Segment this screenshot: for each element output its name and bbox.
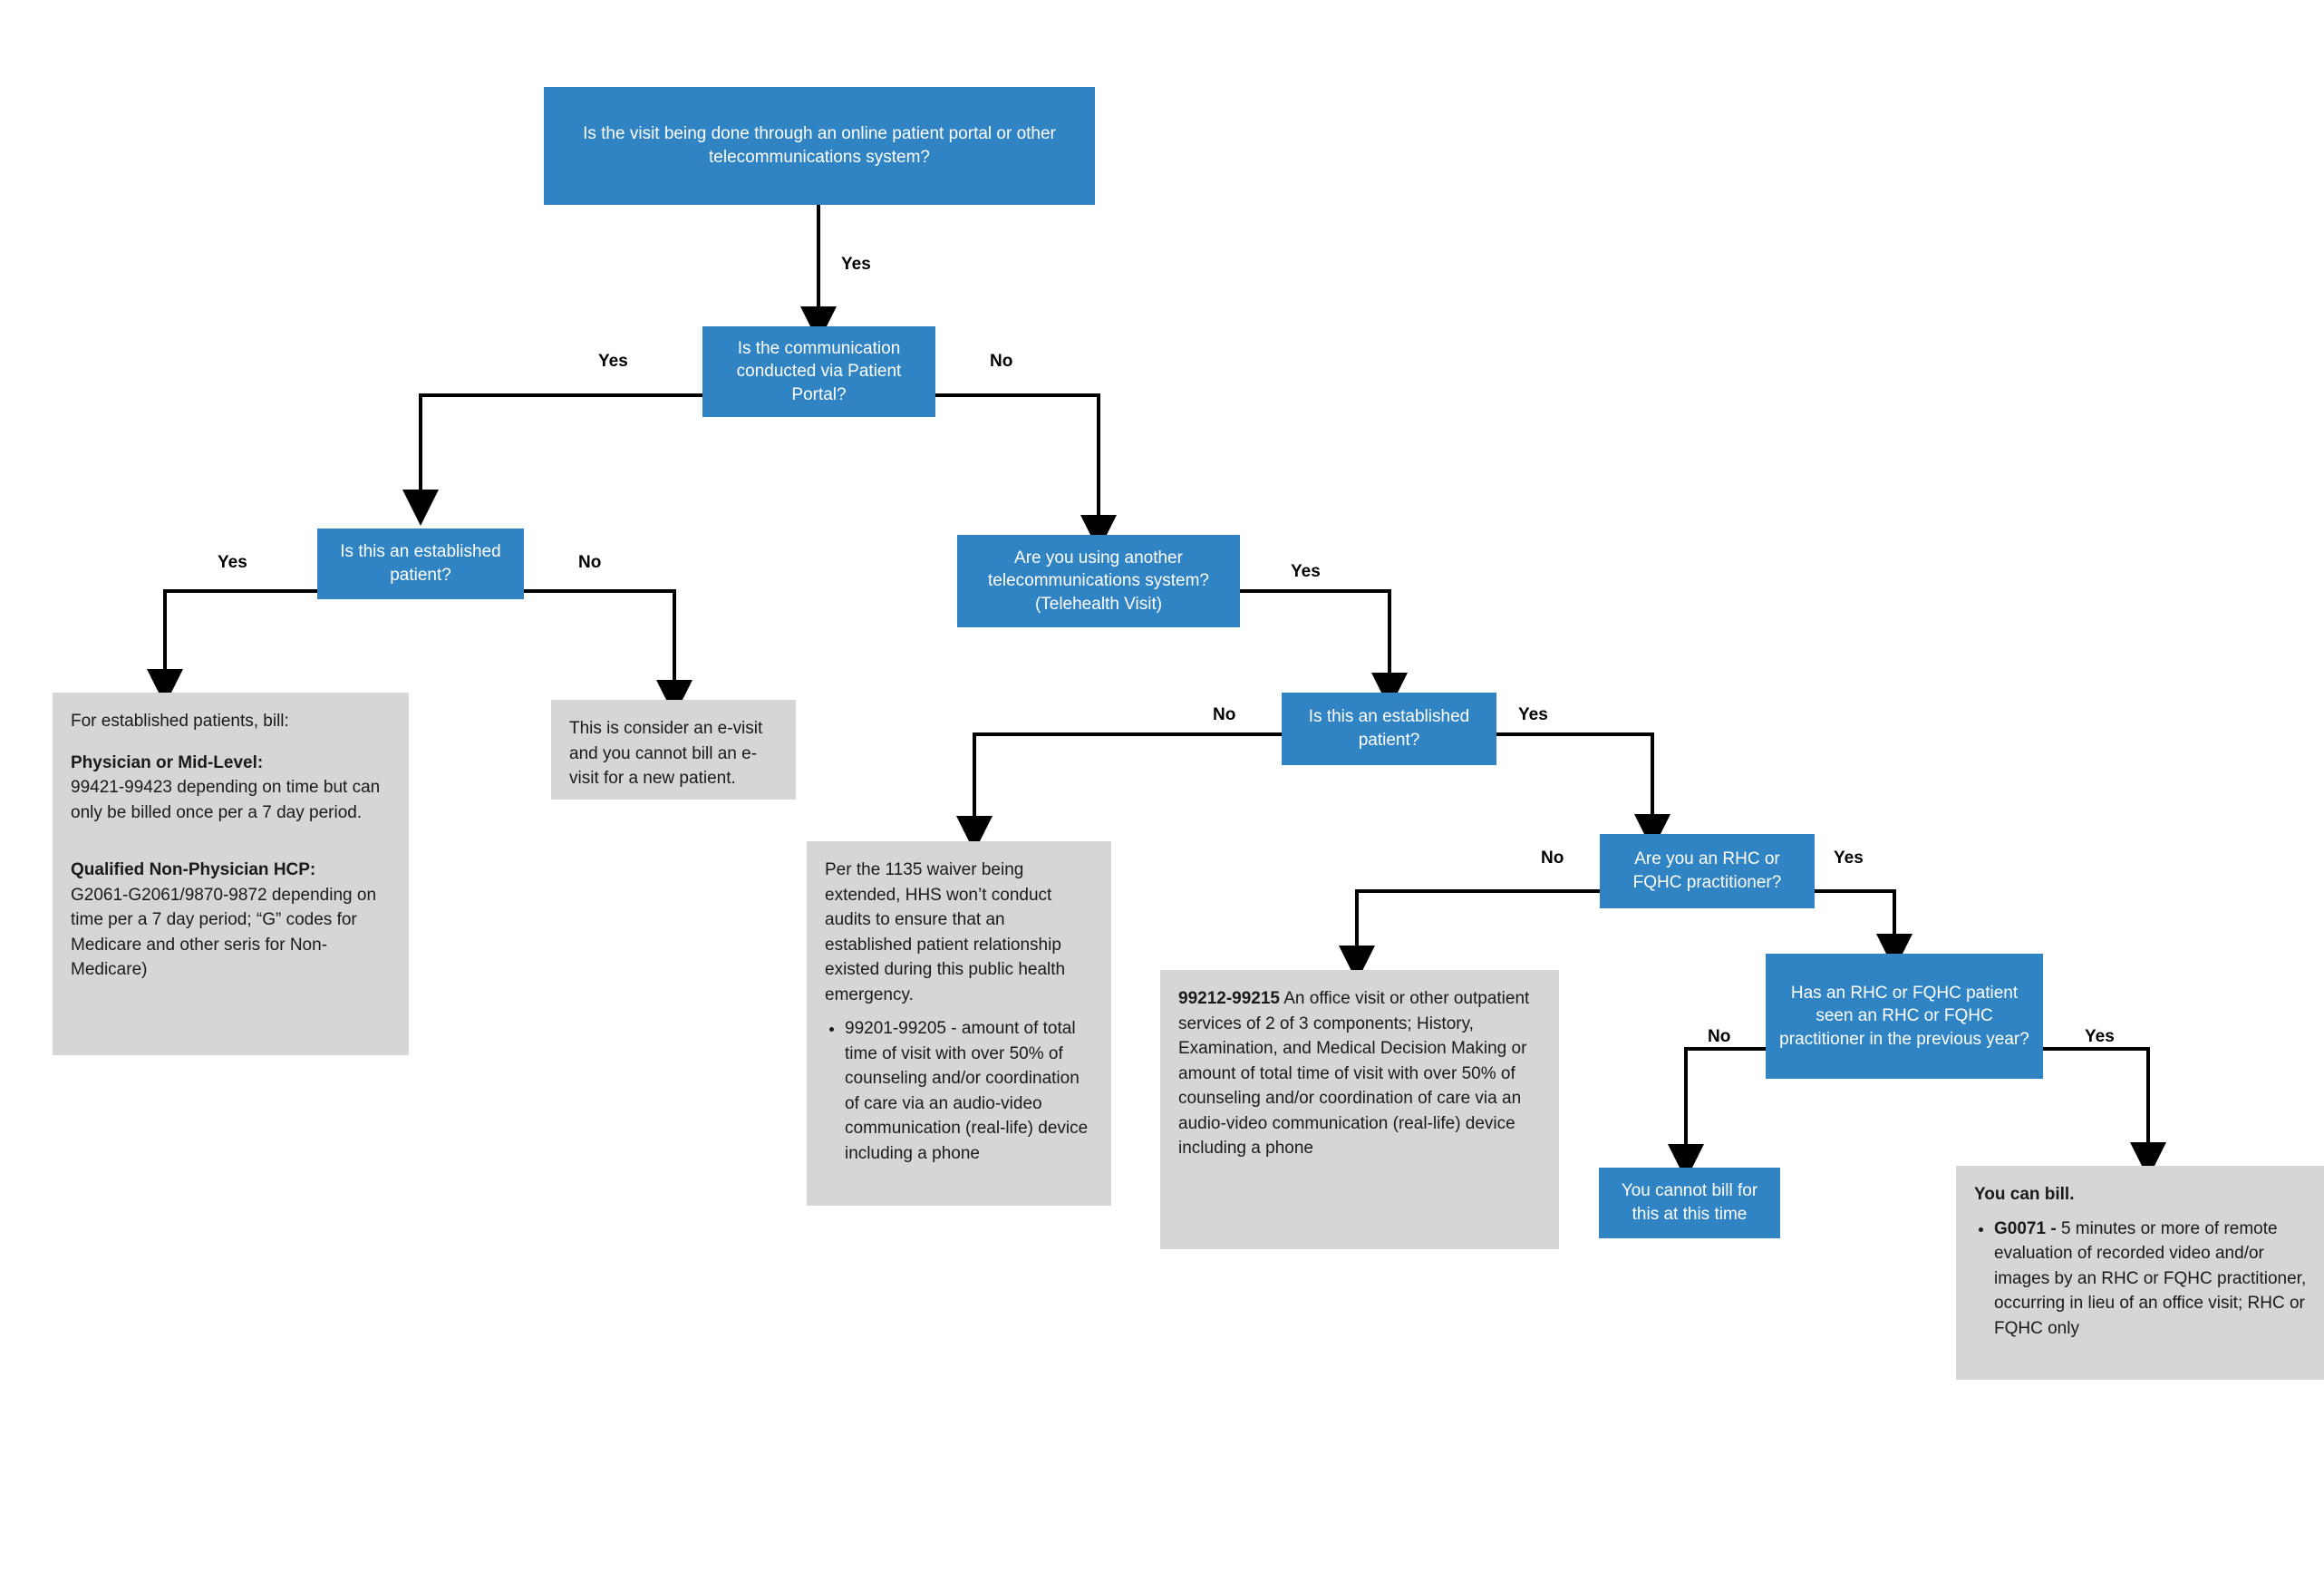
node-q2-patient-portal[interactable]: Is the communication conducted via Patient Portal? — [702, 326, 935, 417]
node-q4-another-telecom-system[interactable]: Are you using another telecommunications system? (Telehealth Visit) — [957, 535, 1240, 627]
node-q7-rhc-fqhc-seen-previous-year[interactable]: Has an RHC or FQHC patient seen an RHC or FQHC practitioner in the previous year? — [1766, 954, 2043, 1079]
outcome-established-patients-billing — [53, 693, 409, 1055]
edge-label-q1-yes: Yes — [841, 255, 871, 274]
edge-label-q3-no: No — [578, 553, 602, 572]
outcome-cannot-bill: You cannot bill for this at this time — [1599, 1168, 1780, 1238]
edge-label-q4-yes: Yes — [1291, 562, 1321, 581]
outcome-canbill-code: G0071 - — [1994, 1218, 2061, 1238]
outcome-established-text-physician: 99421-99423 depending on time but can only be billed once per a 7 day period. — [71, 778, 381, 822]
outcome-evisit-text: This is consider an e-visit and you cannot bill an e-visit for a new patient. — [569, 719, 763, 789]
node-q3-established-patient-portal[interactable]: Is this an established patient? — [317, 529, 524, 599]
edge-label-q5-no: No — [1213, 705, 1236, 724]
outcome-1135-waiver — [807, 841, 1111, 1206]
edge-label-q6-yes: Yes — [1834, 849, 1864, 868]
outcome-established-heading-physician: Physician or Mid-Level: — [71, 752, 264, 772]
node-q6-rhc-or-fqhc-practitioner[interactable]: Are you an RHC or FQHC practitioner? — [1600, 834, 1815, 908]
edge-label-q5-yes: Yes — [1518, 705, 1548, 724]
edge-label-q2-no: No — [990, 352, 1013, 371]
outcome-evisit-new-patient — [551, 700, 796, 800]
outcome-canbill-title: You can bill. — [1974, 1185, 2075, 1204]
outcome-99212-description: An office visit or other outpatient services of 2 of 3 components; History, Examination, and Medical Decision Making or amount of total time of visit with over 50% of counseling and/or coordination of care via an audio-video communication (real-life) device including a phone — [1178, 989, 1530, 1159]
outcome-established-heading-nonphysician: Qualified Non-Physician HCP: — [71, 860, 316, 880]
outcome-waiver-text: Per the 1135 waiver being extended, HHS won’t conduct audits to ensure that an established patient relationship existed during this public health emergency. — [825, 860, 1066, 1004]
outcome-waiver-bullet-99201: • 99201-99205 - amount of total time of visit with over 50% of counseling and/or coordination of care via an audio-video communication (real-life) device including a phone — [845, 1016, 1093, 1166]
outcome-99212-99215 — [1160, 970, 1559, 1249]
node-q1-online-portal-or-telecom[interactable]: Is the visit being done through an online patient portal or other telecommunications system? — [544, 87, 1095, 205]
outcome-can-bill-g0071 — [1956, 1166, 2324, 1380]
edge-label-q2-yes: Yes — [598, 352, 628, 371]
node-q5-established-patient-telehealth[interactable]: Is this an established patient? — [1282, 693, 1496, 765]
edge-label-q6-no: No — [1541, 849, 1564, 868]
outcome-established-intro: For established patients, bill: — [71, 712, 289, 731]
outcome-99212-code: 99212-99215 — [1178, 989, 1280, 1008]
edge-label-q3-yes: Yes — [218, 553, 247, 572]
outcome-established-text-nonphysician: G2061-G2061/9870-9872 depending on time per a 7 day period; “G” codes for Medicare and other seris for Non-Medicare) — [71, 885, 377, 980]
edge-label-q7-yes: Yes — [2085, 1027, 2115, 1046]
outcome-canbill-description: 5 minutes or more of remote evaluation of recorded video and/or images by an RHC or FQHC practitioner, occurring in lieu of an office visit; RHC or FQHC only — [1994, 1218, 2307, 1338]
edge-label-q7-no: No — [1708, 1027, 1731, 1046]
